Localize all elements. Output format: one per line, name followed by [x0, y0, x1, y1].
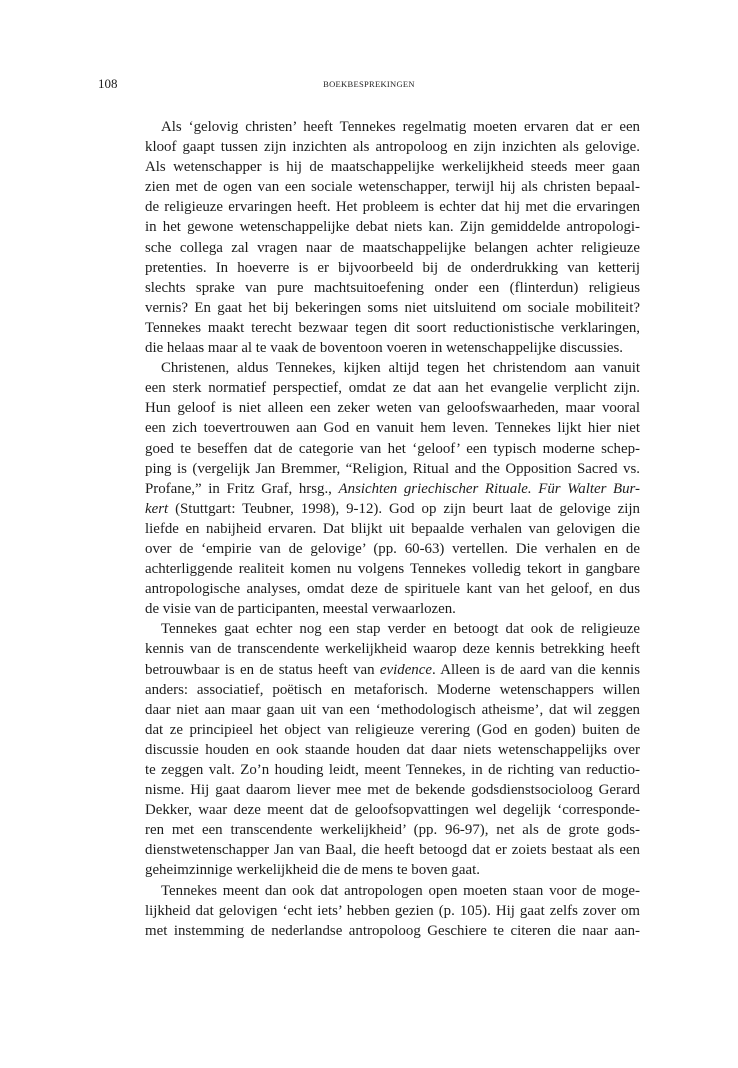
text-line	[145, 258, 640, 278]
line-text: ping is (vergelijk Jan Bremmer, “Religion, Ritual and the Opposition Sacred vs.	[145, 460, 640, 477]
line-text: (Stuttgart: Teubner, 1998), 9-12). God op zijn beurt laat de gelovige zijn	[168, 500, 640, 517]
text-line	[145, 800, 640, 820]
text-line	[145, 519, 640, 539]
line-text: Als ‘gelovig christen’ heeft Tennekes regelmatig moeten ervaren dat er een	[161, 119, 640, 135]
text-line	[145, 418, 640, 438]
line-text: . Alleen is de aard van die kennis	[431, 661, 640, 678]
line-text: te zeggen valt. Zo’n houding leidt, meent Tennekes, in de richting van reductio-	[145, 762, 640, 778]
page-number: 108	[98, 76, 118, 91]
line-text: zien met de ogen van een sociale wetenschapper, terwijl hij als christen bepaal-	[145, 179, 640, 196]
text-line	[145, 720, 640, 740]
line-text: Tennekes meent dan ook dat antropologen open moeten staan voor de moge-	[161, 882, 640, 899]
text-line	[145, 740, 640, 760]
line-text: dat ze principieel het object van religieuze verering (God en goden) buiten de	[145, 721, 640, 738]
text-line	[145, 157, 640, 177]
text-line	[145, 921, 640, 941]
text-line	[145, 820, 640, 840]
line-text: goed te beseffen dat de categorie van het ‘geloof’ een typisch moderne schep-	[145, 440, 640, 457]
text-line	[145, 439, 640, 459]
text-line	[145, 901, 640, 921]
text-line	[145, 318, 640, 338]
line-text: een sterk normatief perspectief, omdat ze dat aan het evangelie verplicht zijn.	[145, 380, 640, 397]
line-text: ren met een transcendente werkelijkheid’ (pp. 96-97), net als de grote gods-	[145, 822, 640, 839]
text-line	[145, 117, 640, 137]
line-text: de religieuze ervaringen heeft. Het probleem is echter dat hij met die ervaringen	[145, 199, 640, 216]
line-text: Tennekes gaat echter nog een stap verder en betoogt dat ook de religieuze	[161, 621, 640, 638]
line-text: Hun geloof is niet alleen een zeker weten van geloofswaarheden, maar vooral	[145, 400, 640, 417]
line-text: Als wetenschapper is hij de maatschappelijke werkelijkheid steeds meer gaan	[145, 159, 640, 176]
text-line	[145, 459, 640, 479]
line-text: pretenties. In hoeverre is er bijvoorbeeld bij de onderdrukking van ketterij	[145, 259, 640, 276]
text-line	[145, 559, 640, 579]
text-line	[145, 780, 640, 800]
italic-text: evidence	[379, 661, 432, 678]
text-line	[145, 137, 640, 157]
line-text: betrouwbaar is en de status heeft van	[145, 661, 380, 678]
line-text: nisme. Hij gaat daarom liever mee met de bekende godsdienstsocioloog Gerard	[145, 782, 640, 799]
text-line	[145, 860, 640, 880]
line-text: in het gewone wetenschappelijke debat niets kan. Zijn gemiddelde antropologi-	[145, 219, 640, 236]
line-text: geheimzinnige werkelijkheid die de mens te boven gaat.	[145, 862, 480, 879]
line-text: kloof gaapt tussen zijn inzichten als antropoloog en zijn inzichten als gelovige.	[145, 139, 640, 156]
text-line	[145, 499, 640, 519]
text-line	[145, 680, 640, 700]
line-text: anders: associatief, poëtisch en metaforisch. Moderne wetenschappers willen	[145, 681, 640, 698]
text-line	[145, 197, 640, 217]
line-text: sche collega zal vragen naar de maatschappelijke belangen achter religieuze	[145, 239, 640, 256]
line-text: liefde en nabijheid ervaren. Dat blijkt uit bepaalde verhalen van gelovigen die	[145, 520, 640, 537]
text-line	[145, 217, 640, 237]
text-line	[145, 398, 640, 418]
line-text: vernis? En gaat het bij bekeringen soms niet uitsluitend om sociale mobiliteit?	[145, 299, 640, 316]
text-line	[145, 599, 640, 619]
italic-text: kert	[145, 500, 169, 517]
line-text: met instemming de nederlandse antropoloog Geschiere te citeren die naar aan-	[145, 922, 640, 939]
line-text: Tennekes maakt terecht bezwaar tegen dit soort reductionistische verklaringen,	[145, 319, 640, 336]
text-line	[145, 660, 640, 680]
text-line	[145, 238, 640, 258]
italic-text: Ansichten griechischer Rituale. Für Walter Bur-	[338, 480, 640, 497]
text-line	[145, 619, 640, 639]
line-text: een zich toevertrouwen aan God en vanuit hem leven. Tennekes lijkt hier niet	[145, 420, 640, 437]
text-line	[145, 278, 640, 298]
line-text: antropologische analyses, omdat deze de spirituele kant van het geloof, en dus	[145, 581, 640, 598]
line-text: achterliggende realiteit komen nu volgens Tennekes volledig tekort in gangbare	[145, 561, 640, 578]
line-text: lijkheid dat gelovigen ‘echt iets’ hebben gezien (p. 105). Hij gaat zelfs zover om	[145, 902, 640, 919]
body-text	[145, 117, 640, 941]
text-line	[145, 840, 640, 860]
line-text: daar niet aan maar gaan uit van een ‘methodologisch atheisme’, dat wil zeggen	[145, 701, 640, 718]
text-line	[145, 177, 640, 197]
line-text: Dekker, waar deze meent dat de geloofsopvattingen wel degelijk ‘corresponde-	[145, 802, 640, 819]
line-text: Christenen, aldus Tennekes, kijken altijd tegen het christendom aan vanuit	[161, 360, 640, 377]
line-text: kennis van de transcendente werkelijkheid waarop deze kennis betrekking heeft	[145, 641, 640, 658]
line-text: slechts sprake van pure machtsuitoefening onder een (flinterdun) religieus	[145, 279, 640, 296]
line-text: discussie houden en ook staande houden dat daar niets wetenschappelijks over	[145, 741, 640, 758]
text-line	[145, 760, 640, 780]
text-line	[145, 378, 640, 398]
text-line	[145, 881, 640, 901]
line-text: Profane,” in Fritz Graf, hrsg.,	[145, 480, 339, 497]
text-line	[145, 700, 640, 720]
text-line	[145, 358, 640, 378]
running-title: BOEKBESPREKINGEN	[323, 79, 415, 89]
text-line	[145, 579, 640, 599]
text-line	[145, 639, 640, 659]
text-line	[145, 298, 640, 318]
text-line	[145, 479, 640, 499]
line-text: over de ‘empirie van de gelovige’ (pp. 60-63) vertellen. Die verhalen en de	[145, 540, 640, 557]
line-text: die helaas maar al te vaak de boventoon voeren in wetenschappelijke discussies.	[145, 340, 623, 357]
text-line	[145, 338, 640, 358]
line-text: de visie van de participanten, meestal verwaarlozen.	[145, 601, 456, 618]
text-line	[145, 539, 640, 559]
line-text: dienstwetenschapper Jan van Baal, die heeft betoogd dat er zoiets bestaat als een	[145, 842, 640, 859]
